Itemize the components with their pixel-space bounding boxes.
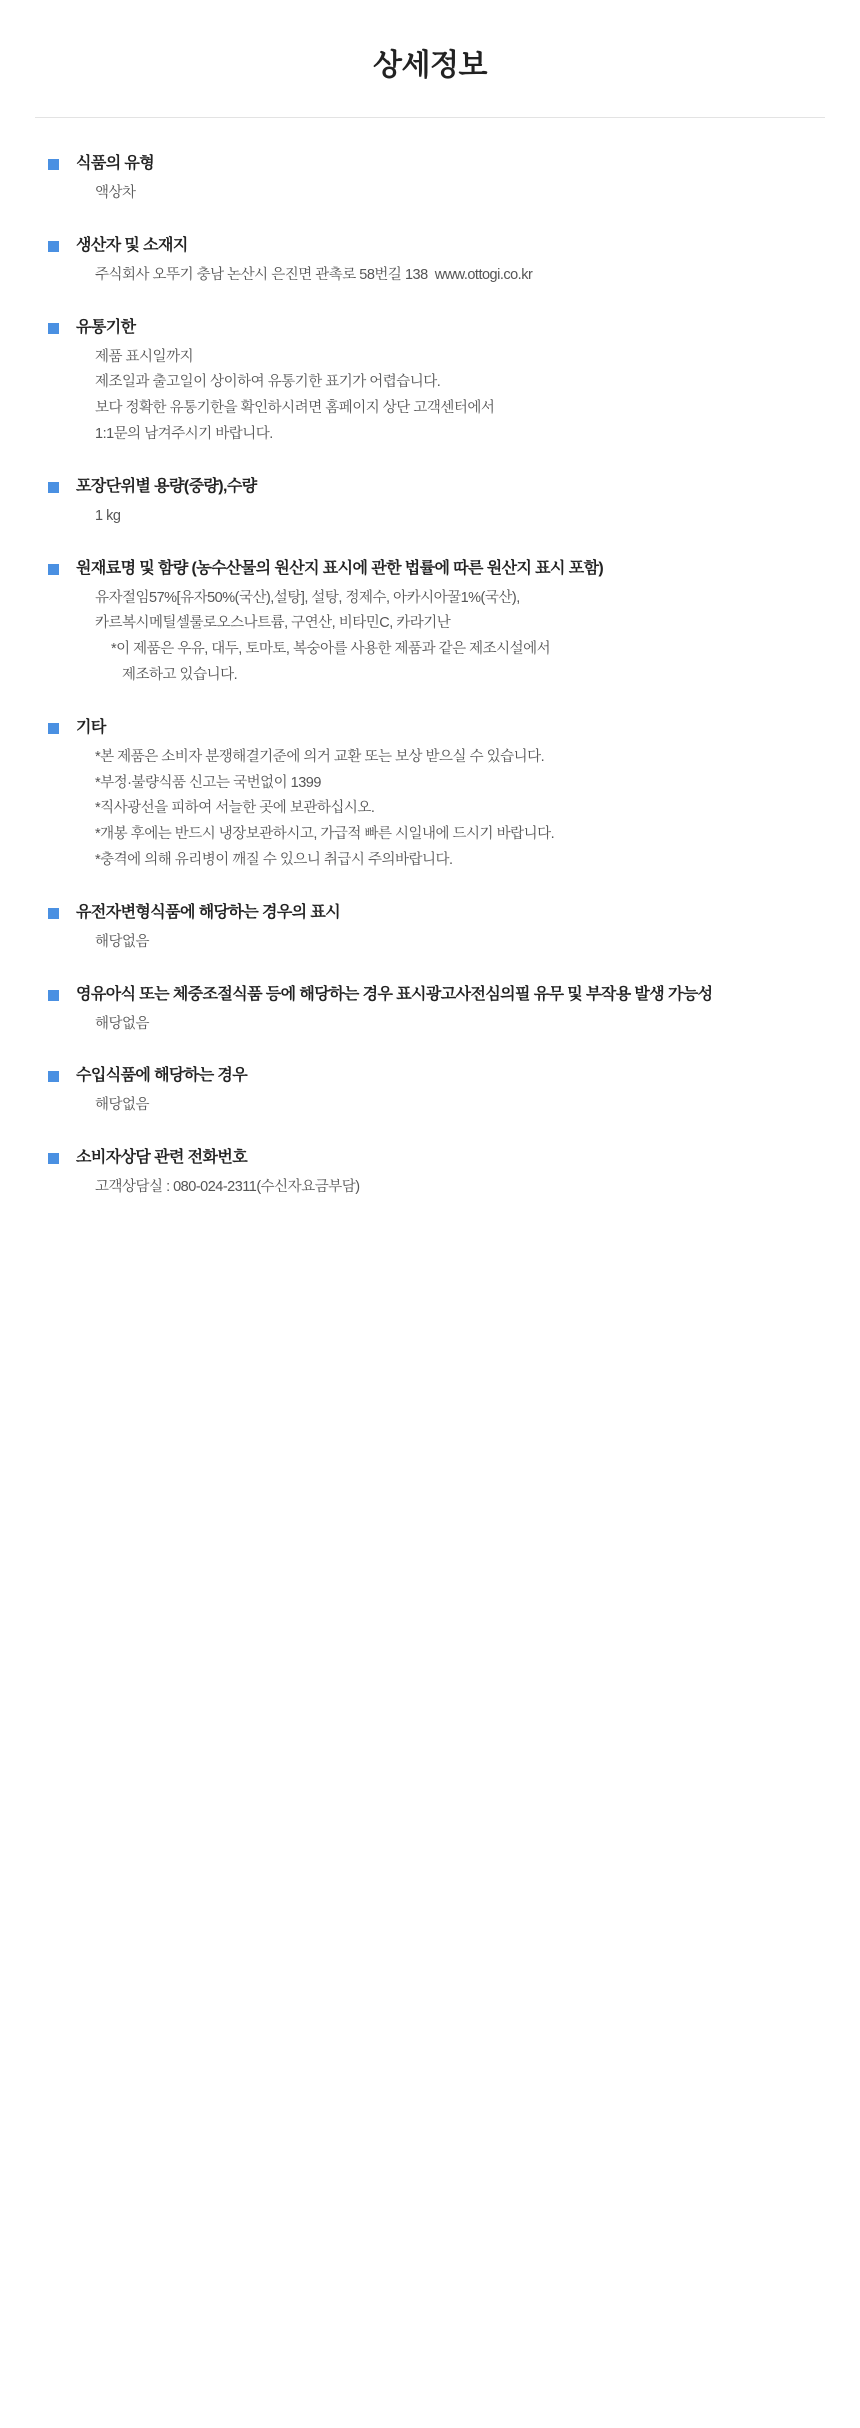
section-gmo-labeling [40,901,820,956]
section-body [76,586,820,689]
page-bottom-whitespace [0,1228,860,2428]
sections-container [0,118,860,1201]
section-line: 보다 정확한 유통기한을 확인하시려면 홈페이지 상단 고객센터에서 [95,400,495,417]
section-line: *직사광선을 피하여 서늘한 곳에 보관하십시오. [95,800,375,817]
section-infant-diet-food-labeling [40,983,820,1038]
section-body [76,1012,820,1038]
section-food-type [40,152,820,207]
section-body [76,181,820,207]
section-body [76,930,820,956]
square-bullet-icon [48,241,59,252]
section-manufacturer-location [40,234,820,289]
section-title: 포장단위별 용량(중량),수량 [76,477,257,495]
section-line: *본 제품은 소비자 분쟁해결기준에 의거 교환 또는 보상 받으실 수 있습니다. [95,748,545,765]
section-line: *충격에 의해 유리병이 깨질 수 있으니 취급시 주의바랍니다. [95,851,453,868]
square-bullet-icon [48,908,59,919]
section-title: 영유아식 또는 체중조절식품 등에 해당하는 경우 표시광고사전심의필 유무 및 부작용 발생 가능성 [76,985,713,1003]
section-line: *이 제품은 우유, 대두, 토마토, 복숭아를 사용한 제품과 같은 제조시설에서 [111,641,551,658]
page-title: 상세정보 [373,49,487,82]
section-body [76,1175,820,1201]
square-bullet-icon [48,723,59,734]
section-line: 해당없음 [95,933,150,950]
section-title: 생산자 및 소재지 [76,236,188,254]
square-bullet-icon [48,990,59,1001]
section-line: 제조하고 있습니다. [122,666,238,683]
section-body [76,1093,820,1119]
section-line: 1:1문의 남겨주시기 바랍니다. [95,425,273,442]
section-title: 수입식품에 해당하는 경우 [76,1067,248,1085]
section-body [76,345,820,448]
section-body [76,504,820,530]
section-expiration-date [40,316,820,448]
square-bullet-icon [48,323,59,334]
section-imported-food [40,1064,820,1119]
section-line: 고객상담실 : 080-024-2311(수신자요금부담) [95,1179,360,1196]
section-line: 제조일과 출고일이 상이하여 유통기한 표기가 어렵습니다. [95,374,441,391]
section-body [76,263,820,289]
section-title: 기타 [76,718,106,736]
section-line: *부정·불량식품 신고는 국번없이 1399 [95,774,321,791]
section-line: 유자절임57%[유자50%(국산),설탕], 설탕, 정제수, 아카시아꿀1%(국산), [95,589,520,606]
section-title: 유통기한 [76,318,136,336]
section-package-volume-quantity [40,475,820,530]
section-title: 유전자변형식품에 해당하는 경우의 표시 [76,903,341,921]
section-line: 해당없음 [95,1097,150,1114]
section-title: 소비자상담 관련 전화번호 [76,1149,248,1167]
section-line: 카르복시메틸셀룰로오스나트륨, 구연산, 비타민C, 카라기난 [95,615,451,632]
section-ingredients-content [40,557,820,689]
square-bullet-icon [48,1153,59,1164]
square-bullet-icon [48,482,59,493]
section-line: 해당없음 [95,1015,150,1032]
square-bullet-icon [48,564,59,575]
section-line: *개봉 후에는 반드시 냉장보관하시고, 가급적 빠른 시일내에 드시기 바랍니다. [95,826,555,843]
section-line: 1 kg [95,507,121,524]
section-title: 식품의 유형 [76,155,155,172]
section-consumer-consultation-phone [40,1146,820,1201]
square-bullet-icon [48,1071,59,1082]
section-line: 제품 표시일까지 [95,348,194,365]
section-etc [40,716,820,874]
section-body [76,745,820,874]
section-line: 액상차 [95,185,136,201]
section-line: 주식회사 오뚜기 충남 논산시 은진면 관촉로 58번길 138 www.ottogi.co.kr [95,266,533,283]
square-bullet-icon [48,159,59,170]
section-title: 원재료명 및 함량 (농수산물의 원산지 표시에 관한 법률에 따른 원산지 표시 포함) [76,559,604,577]
